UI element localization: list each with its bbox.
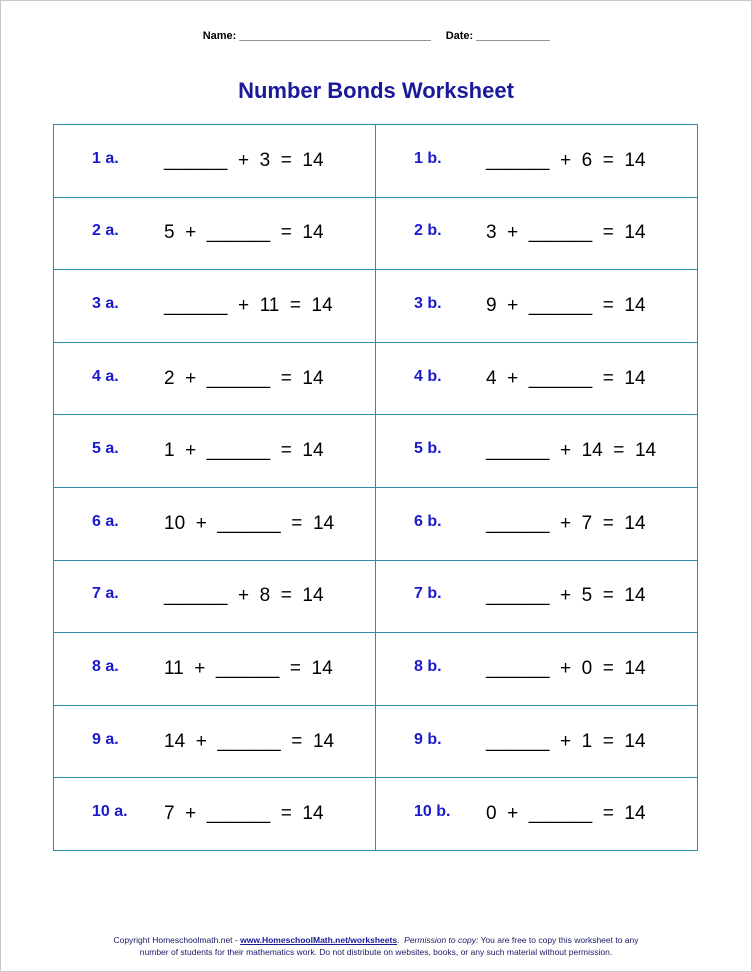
table-row [54,415,698,488]
table-row [54,560,698,633]
table-row [54,342,698,415]
problem-equation: 1 + ______ = 14 [164,440,324,462]
name-blank: __________________________________ [239,30,431,42]
problem-cell-a [54,270,376,343]
date-label: Date: [445,30,474,42]
problem-cell-b [376,342,698,415]
problem-equation: 9 + ______ = 14 [486,294,646,316]
problem-number: 4 b. [414,367,442,385]
table-row [54,778,698,851]
problem-number: 8 a. [92,657,119,675]
name-label: Name: [202,30,237,42]
problem-equation: ______ + 6 = 14 [486,149,646,171]
problem-equation: ______ + 5 = 14 [486,585,646,607]
table-row [54,197,698,270]
problem-cell-b [376,487,698,560]
problem-equation: 4 + ______ = 14 [486,367,646,389]
problem-cell-a [54,415,376,488]
problem-number: 6 b. [414,512,442,530]
table-row [54,125,698,198]
problem-table [53,124,698,851]
table-row [54,487,698,560]
problem-equation: ______ + 8 = 14 [164,585,324,607]
problem-equation: ______ + 1 = 14 [486,730,646,752]
problem-number: 2 a. [92,222,119,240]
problem-number: 8 b. [414,657,442,675]
page-title: Number Bonds Worksheet [238,78,514,103]
problem-cell-a [54,705,376,778]
table-row [54,705,698,778]
footer-link[interactable]: www.HomeschoolMath.net/worksheets [240,935,398,945]
problem-number: 1 b. [414,149,442,167]
problem-number: 7 b. [414,585,442,603]
problem-number: 4 a. [92,367,119,385]
problem-number: 2 b. [414,222,442,240]
problem-equation: 10 + ______ = 14 [164,512,335,534]
problem-number: 3 b. [414,294,442,312]
problem-equation: ______ + 3 = 14 [164,149,324,171]
table-row [54,270,698,343]
problem-number: 5 a. [92,440,119,458]
footer-permission-text: You are free to copy this worksheet to any [478,935,639,945]
problem-cell-b [376,560,698,633]
problem-number: 1 a. [92,149,119,167]
problem-number: 10 a. [92,803,128,821]
problem-cell-b [376,705,698,778]
problem-cell-a [54,778,376,851]
problem-cell-b [376,197,698,270]
problem-equation: ______ + 0 = 14 [486,657,646,679]
footer-line2: number of students for their mathematics work. Do not distribute on websites, books, or any such material without permission. [139,947,613,957]
problem-equation: 3 + ______ = 14 [486,222,646,244]
table-row [54,633,698,706]
problem-equation: ______ + 14 = 14 [486,440,657,462]
problem-equation: 7 + ______ = 14 [164,803,324,825]
problem-number: 9 a. [92,730,119,748]
problem-equation: ______ + 7 = 14 [486,512,646,534]
problem-cell-a [54,342,376,415]
problem-number: 7 a. [92,585,119,603]
footer-copyright: Copyright Homeschoolmath.net - [113,935,241,945]
problem-cell-b [376,415,698,488]
problem-equation: 5 + ______ = 14 [164,222,324,244]
problem-cell-a [54,125,376,198]
footer-permission-label: Permission to copy: [404,935,479,945]
problem-cell-b [376,270,698,343]
header-line [0,30,752,42]
problem-cell-a [54,560,376,633]
problem-cell-a [54,487,376,560]
problem-number: 3 a. [92,294,119,312]
problem-equation: 11 + ______ = 14 [164,657,333,679]
problem-number: 6 a. [92,512,119,530]
problem-equation: 14 + ______ = 14 [164,730,335,752]
problem-number: 5 b. [414,440,442,458]
problem-number: 10 b. [414,803,451,821]
problem-number: 9 b. [414,730,442,748]
footer: Copyright Homeschoolmath.net - www.HomeschoolMath.net/worksheets. Permission to copy: You are free to copy this worksheet to any number of students for their mathematics work. Do not distribute on websites, books, or any such material without permission. [113,935,639,957]
problem-equation: ______ + 11 = 14 [164,294,333,316]
problem-cell-b [376,633,698,706]
problem-cell-b [376,778,698,851]
problem-equation: 2 + ______ = 14 [164,367,324,389]
problem-cell-a [54,633,376,706]
problem-cell-a [54,197,376,270]
date-blank: _____________ [476,30,550,42]
problem-cell-b [376,125,698,198]
problem-equation: 0 + ______ = 14 [486,803,646,825]
